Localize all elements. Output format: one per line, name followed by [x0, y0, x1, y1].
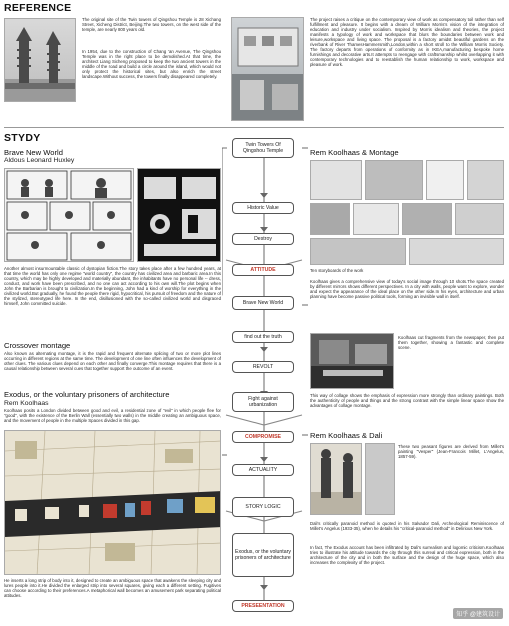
- crossover-text: Also known as alternating montage, it is the rapid and frequent alternate splicing of two or more plot lines occurring in different regions at the same time. The development of one line often influences the development of other clues. The various clues depend on each other and finally converge.This montage requires that there is a causal relationship between several cues that together support the outcome of an event.: [4, 351, 221, 372]
- dali-side-text: These two peasant figures are derived from Millet's painting "Vesper" (Jean-Francois Millet, L'Angelus, 1857-59).: [398, 444, 504, 460]
- rem-montage-title: Rem Koolhaas & Montage: [310, 148, 399, 157]
- flow-actuality: ACTUALITY: [232, 464, 294, 476]
- flow-twin-towers: Twin Towers Of Qingshou Temple: [232, 138, 294, 158]
- reference-title: REFERENCE: [4, 2, 72, 14]
- dali-text-2: In fact, The Exodus account has been infiltrated by Dali's surrealism and logomic criticism.Koolhaas tries to illustrate his attitude towards the city through this surreal and critical expression, both in the architecture of the city and in both the surface and the design of the huge space, which also increases the complexity of the project.: [310, 545, 504, 566]
- rem-montage-text-1: Koolhaas gives a comprehensive view of today's social image through 10 shots.The space created by different mirrors shows different perspectives. In a city with walls, people want to explore, wonder and expect the appearance of the ideal place on the other side.In his eyes, architecture and urban planning have become passive political tools, forming an invisible wall in itself.: [310, 279, 504, 300]
- newspaper-collage-image: [310, 333, 394, 389]
- reference-para-3: The project raises a critique on the contemporary view of work as compensatory toil rather than self fulfillment and pleasure. It begins with a dream of William Morris's vision of the integration of education and industry under socialism. Inspired by Morris idealism and theories, the project manifests a typology of work and workspace that blurs the boundaries between work and leisure,workspace and living space. The proposal is a factory amidst beautiful gardens on the riverbank of River ThamesHammersmith,London,within a short stroll to the William Morris Society. The factory departs from operations of conformity as in IKEA,manufacturing bespoke home furnishings and decorative arts.It attempts to reengage with craftsmanship whilst overlapping it with contemporary technologies and to reestablish the human relationship to work, workspace and pleasure of work.: [310, 17, 504, 68]
- reference-para-1: The original site of the Twin towers of Qingshou Temple is 28 Xichang Street, Xicheng District, Beijing.The two towers, on the west side of the temple, are nearly 800 years old.: [82, 17, 221, 33]
- storyboard-4: [467, 160, 504, 200]
- storyboard-6: [353, 203, 399, 235]
- bnw-title: Brave New World: [4, 148, 63, 157]
- exodus-text-2: He inserts a long strip of body into it, designed to create an ambiguous space that awakens the sleeping city and lures people into it.He divided the enlarged strip into several squares, giving each a different setting. Fugitives can choose according to their preferences.A metaphorical wall becomes an amusement park separating political attitudes.: [4, 578, 221, 599]
- storyboard-8: [455, 203, 504, 235]
- factory-render-image: [231, 17, 304, 121]
- exodus-text: Koolhaas posits a London divided between good and evil, a residential zone of "evil" in which people flee for "good", with the existence of the Berlin Wall (essentially two walls) in the middle creating an ambiguous space, and the movement of people in the multiple Spaces divided in this gap.: [4, 408, 221, 424]
- flow-find-truth: find out the truth: [232, 331, 294, 343]
- bnw-text: Another almost insurmountable classic of dystopian fiction.The story takes place after a few hundred years, at that time the world has only one regime "world country", the country has civilized area and barbaric area.In this country, which may be highly developed and materially abundant, the inhabitants have no personal life -- dress, conduct, and work have been prescribed, and no one can act according to his own will.The plot begins when John the Barbarian is brought to civilization.In the beginning, John had a kind of worship for everything in the civilized world.But gradually, he found the people there rigid, hypocritical, his pursuit of freedom and the nature of the stylized, stereotyped life here. In the end, disillusioned with the so-called civilized world and disgraced himself, John committed suicide.: [4, 266, 221, 307]
- rem-montage-text-2: Koolhaas cut fragments from the newspaper, then put them together, showing a fantastic and complete scene.: [398, 335, 504, 351]
- section-divider: [4, 127, 504, 128]
- watermark: 知乎 @建筑设计: [453, 608, 503, 619]
- storyboard-10: [409, 238, 504, 265]
- bnw-comic-strip: [4, 168, 134, 262]
- twin-towers-photo: [4, 18, 76, 102]
- exodus-author: Rem Koolhaas: [4, 400, 49, 407]
- flow-compromise: COMPROMISE: [232, 431, 294, 443]
- rem-montage-text-3: This way of collage shows the emphasis of expression more strongly than ordinary paintings. Both the authenticity of people and things and the strong contrast with the simple linear space show the advantages of collage montage.: [310, 393, 504, 409]
- dali-painting-image: [365, 443, 395, 515]
- storyboard-3: [426, 160, 464, 200]
- storyboard-caption: Ten storyboards of the work: [310, 268, 364, 273]
- flow-historic-value: Historic Value: [232, 202, 294, 214]
- rem-dali-title: Rem Koolhaas & Dali: [310, 431, 383, 440]
- storyboard-9: [310, 238, 406, 265]
- exodus-title: Exodus, or the voluntary prisoners of architecture: [4, 390, 170, 399]
- storyboard-grid: [310, 160, 504, 265]
- bnw-author: Aldous Leonard Huxley: [4, 157, 75, 164]
- storyboard-1: [310, 160, 362, 200]
- flow-exodus: Exodus, or the voluntary prisoners of architecture: [232, 533, 294, 577]
- flow-brave-new-world: Brave New World: [232, 296, 294, 310]
- dali-peasants-image: [310, 443, 362, 515]
- reference-para-2: In 1954, due to the construction of Chang 'an Avenue, The Qingshou Temple was in the right place to be demolished.At that time, the architect Liang Sicheng proposed to keep the two ancient towers in the middle of the road and build a circle around the island, which would not only protect the historical sites, but also enrich the street landscape.Without success, the towers finally disappeared completely.: [82, 49, 221, 80]
- storyboard-7: [402, 203, 452, 235]
- flow-presentation: PRESEENTATION: [232, 600, 294, 612]
- flow-attitude: ATTITUDE: [232, 264, 294, 276]
- storyboard-5: [310, 203, 350, 235]
- flow-destroy: Destroy: [232, 233, 294, 245]
- study-title: STYDY: [4, 132, 41, 144]
- crossover-title: Crossover montage: [4, 341, 71, 350]
- flow-fight-urbanization: Fight against urbanization: [232, 392, 294, 412]
- exodus-plan-image: [4, 430, 221, 575]
- flow-story-logic: STORY LOGIC: [232, 497, 294, 517]
- flow-revolt: REVOLT: [232, 361, 294, 373]
- bnw-comic-dark: [137, 168, 221, 262]
- storyboard-2: [365, 160, 423, 200]
- dali-text-1: Dali's critically paranoid method is quoted in his Salvador Dali, Archeological Reminiscence of Millet's Angelus (1933-35), when he details his "critical-paranoid method" in Delirious New York.: [310, 521, 504, 532]
